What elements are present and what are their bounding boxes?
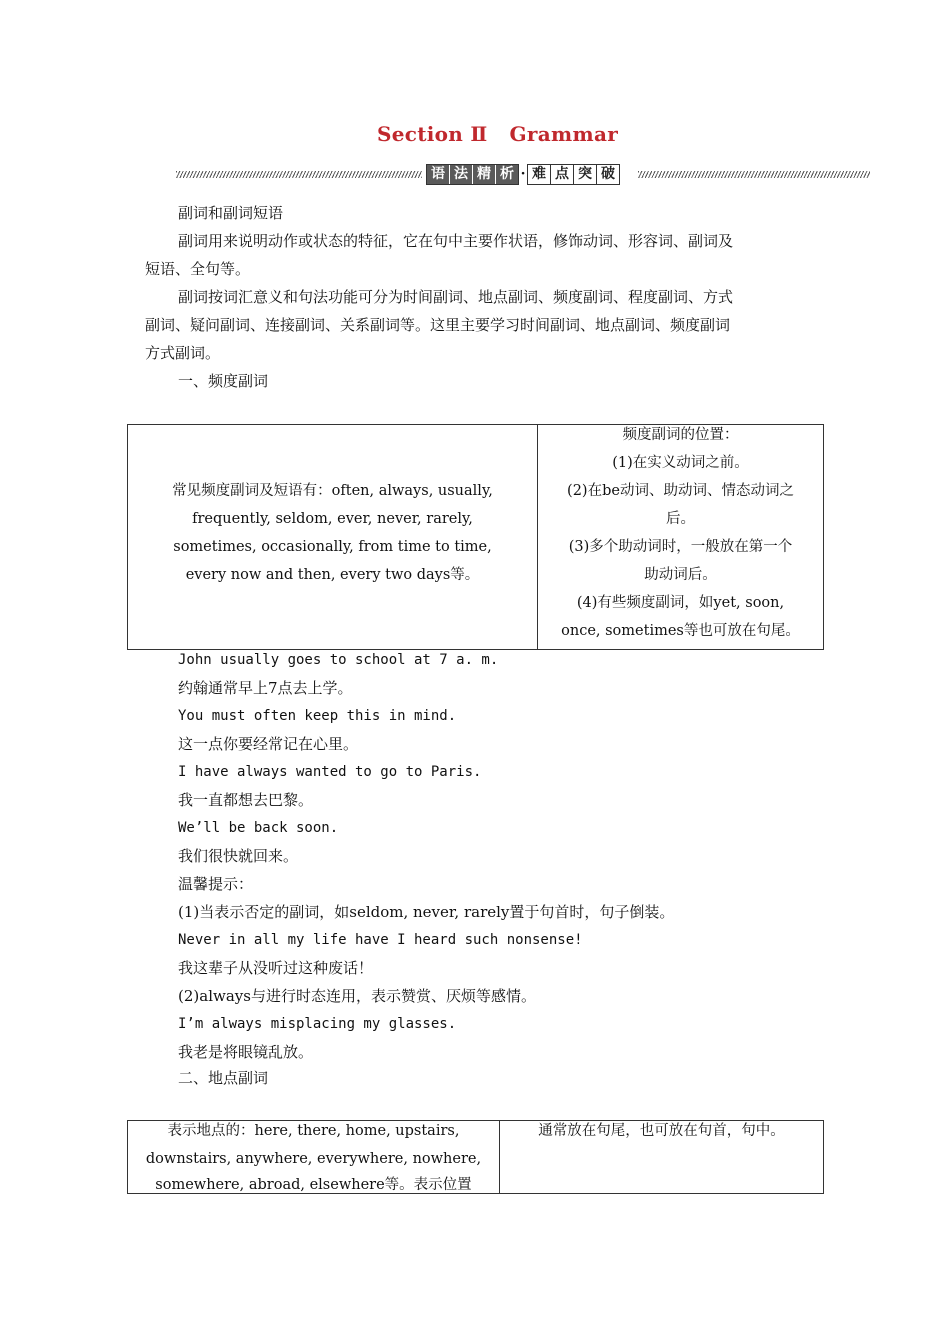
badge-separator: · — [520, 166, 526, 182]
table-text-line: downstairs, anywhere, everywhere, nowhere, — [145, 1151, 482, 1167]
table-cell-right — [500, 1121, 823, 1193]
page-title — [0, 122, 950, 146]
intro-paragraph-line: 方式副词。 — [145, 344, 221, 362]
banner-hatch-right — [638, 171, 870, 178]
table-text-line: 后。 — [666, 511, 695, 527]
intro-heading: 副词和副词短语 — [178, 204, 284, 222]
badge-char: 法 — [450, 165, 473, 184]
section-heading-place: 二、地点副词 — [178, 1069, 269, 1087]
title-grammar: Grammar — [509, 122, 619, 146]
badge-char: 析 — [496, 165, 518, 184]
banner-badges — [426, 163, 620, 185]
intro-paragraph-line: 副词按词汇意义和句法功能可分为时间副词、地点副词、频度副词、程度副词、方式 — [178, 288, 734, 306]
table-cell-left — [128, 1121, 500, 1193]
badge-group-difficulty — [527, 164, 620, 185]
table-text-line: frequently, seldom, ever, never, rarely, — [192, 511, 473, 527]
example-sentence-en: I’m always misplacing my glasses. — [178, 1016, 457, 1032]
example-sentence-zh: 这一点你要经常记在心里。 — [178, 735, 359, 753]
example-sentence-en: We’ll be back soon. — [178, 820, 339, 836]
table-text-line: 常见频度副词及短语有：often, always, usually, — [172, 483, 493, 499]
example-sentence-en: You must often keep this in mind. — [178, 708, 457, 724]
intro-paragraph-line: 短语、全句等。 — [145, 260, 251, 278]
badge-char: 突 — [574, 165, 597, 184]
badge-char: 难 — [528, 165, 551, 184]
tip-item: (2)always与进行时态连用，表示赞赏、厌烦等感情。 — [178, 987, 536, 1005]
badge-char: 语 — [427, 165, 450, 184]
banner-hatch-left — [176, 171, 422, 178]
example-sentence-en: I have always wanted to go to Paris. — [178, 764, 482, 780]
example-sentence-zh: 我一直都想去巴黎。 — [178, 791, 314, 809]
example-sentence-en: John usually goes to school at 7 a. m. — [178, 652, 499, 668]
table-text-line: every now and then, every two days等。 — [185, 567, 480, 583]
example-sentence-zh: 约翰通常早上7点去上学。 — [178, 679, 353, 697]
badge-char: 破 — [597, 165, 619, 184]
table-text-line: 助动词后。 — [644, 567, 717, 583]
tip-heading: 温馨提示： — [178, 875, 254, 893]
table-cell-right — [538, 425, 823, 649]
table-text-line: (2)在be动词、助动词、情态动词之 — [567, 483, 794, 499]
table-text-line: 表示地点的：here, there, home, upstairs, — [167, 1123, 460, 1139]
table-text-line: 频度副词的位置： — [622, 427, 739, 443]
table-text-line: 通常放在句尾，也可放在句首，句中。 — [538, 1123, 785, 1139]
example-sentence-zh: 我老是将眼镜乱放。 — [178, 1043, 314, 1061]
table-text-line: (1)在实义动词之前。 — [612, 455, 749, 471]
example-sentence-en: Never in all my life have I heard such nonsense! — [178, 932, 583, 948]
badge-char: 点 — [551, 165, 574, 184]
example-sentence-zh: 我们很快就回来。 — [178, 847, 299, 865]
tip-item: (1)当表示否定的副词，如seldom, never, rarely置于句首时，句子倒装。 — [178, 903, 675, 921]
badge-char: 精 — [473, 165, 496, 184]
table-text-line: sometimes, occasionally, from time to time, — [173, 539, 492, 555]
section-heading-frequency: 一、频度副词 — [178, 372, 269, 390]
place-adverb-table — [127, 1120, 824, 1194]
intro-paragraph-line: 副词、疑问副词、连接副词、关系副词等。这里主要学习时间副词、地点副词、频度副词 — [145, 316, 731, 334]
title-section: Section Ⅱ — [376, 122, 488, 146]
table-text-line: once, sometimes等也可放在句尾。 — [561, 623, 800, 639]
table-text-line: (3)多个助动词时，一般放在第一个 — [568, 539, 793, 555]
intro-paragraph-line: 副词用来说明动作或状态的特征，它在句中主要作状语，修饰动词、形容词、副词及 — [178, 232, 734, 250]
table-text-line: (4)有些频度副词，如yet, soon, — [576, 595, 785, 611]
example-sentence-zh: 我这辈子从没听过这种废话！ — [178, 959, 374, 977]
table-cell-left — [128, 425, 538, 649]
frequency-adverb-table — [127, 424, 824, 650]
section-banner — [176, 163, 870, 185]
table-text-line: somewhere, abroad, elsewhere等。表示位置 — [155, 1177, 472, 1193]
badge-group-grammar-analysis — [426, 164, 519, 185]
